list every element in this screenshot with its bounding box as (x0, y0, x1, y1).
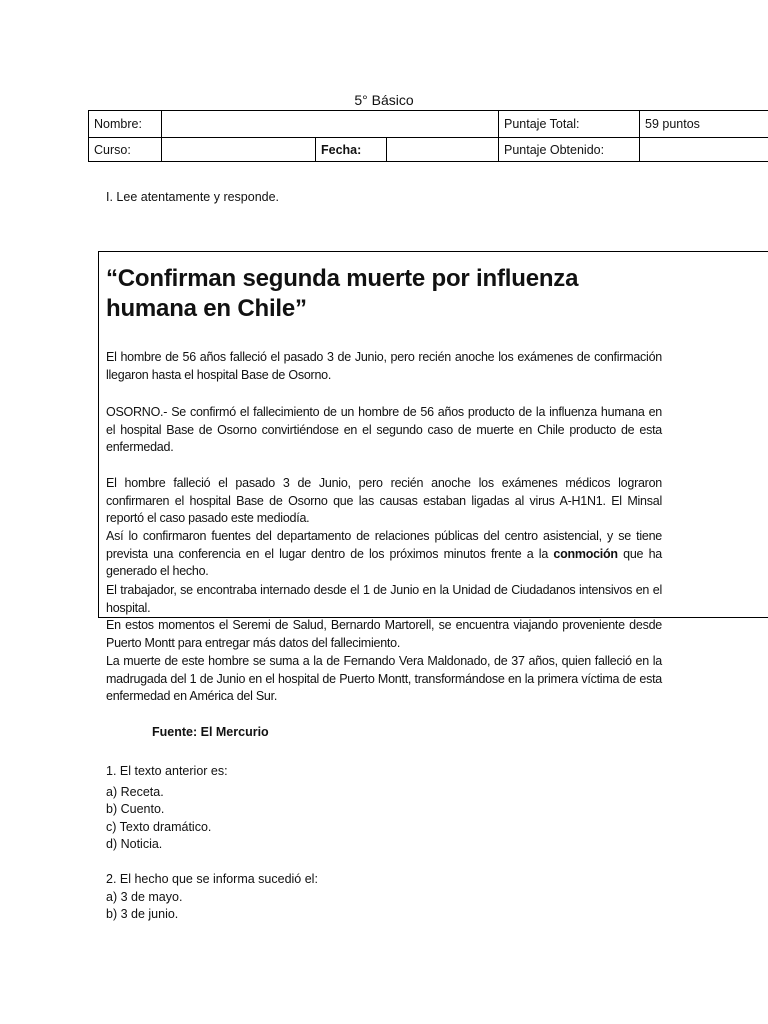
article-headline: “Confirman segunda muerte por influenza humana en Chile” (106, 265, 579, 322)
article-paragraph: El trabajador, se encontraba internado desde el 1 de Junio en la Unidad de Ciudadanos intensivos en el hospital. (106, 583, 662, 615)
question-1 (106, 763, 228, 854)
answer-option[interactable]: a) Receta. (106, 784, 164, 799)
fecha-label: Fecha: (316, 138, 387, 162)
answer-option[interactable]: b) Cuento. (106, 802, 165, 816)
puntaje-total-value: 59 puntos (640, 111, 768, 138)
article-paragraph: En estos momentos el Seremi de Salud, Bernardo Martorell, se encuentra viajando proveniente desde Puerto Montt para entregar más datos del fallecimiento. (106, 618, 662, 650)
fecha-field[interactable] (387, 138, 499, 162)
answer-option[interactable]: b) 3 de junio. (106, 907, 179, 921)
grade-level: 5° Básico (354, 92, 414, 108)
puntaje-obtenido-field[interactable] (640, 138, 768, 162)
puntaje-total-label: Puntaje Total: (499, 111, 640, 138)
article-paragraph: OSORNO.- Se confirmó el fallecimiento de un hombre de 56 años producto de la influenza humana en el hospital Base de Osorno convirtiéndose en el segundo caso de muerte en Chile producto de esta enfermedad. (106, 405, 662, 454)
article-paragraph (106, 528, 662, 581)
instruction-text: I. Lee atentamente y responde. (106, 190, 280, 204)
puntaje-obtenido-label: Puntaje Obtenido: (499, 138, 640, 162)
curso-field[interactable] (162, 138, 316, 162)
nombre-field[interactable] (162, 111, 499, 138)
question-2 (106, 871, 318, 924)
nombre-label: Nombre: (89, 111, 162, 138)
highlighted-word: conmoción (553, 546, 618, 561)
answer-option[interactable]: a) 3 de mayo. (106, 889, 183, 904)
answer-option[interactable]: d) Noticia. (106, 837, 163, 851)
paragraph-text: Así lo confirmaron fuentes del departamento de relaciones públicas del centro asistencial, y se tiene prevista una conferencia en el lugar dentro de los próximos minutos frente a la (106, 529, 662, 561)
article-paragraph: El hombre falleció el pasado 3 de Junio, pero recién anoche los exámenes médicos lograron confirmaren el hospital Base de Osorno que las causas estaban ligadas al virus A-H1N1. El Minsal reportó el caso pasado este mediodía. (106, 476, 662, 525)
student-info-table (88, 110, 768, 162)
article-paragraph: La muerte de este hombre se suma a la de Fernando Vera Maldonado, de 37 años, quien falleció en la madrugada del 1 de Junio en el hospital de Puerto Montt, transformándose en la primera víctima de esta enfermedad en América del Sur. (106, 654, 662, 703)
article-lead: El hombre de 56 años falleció el pasado 3 de Junio, pero recién anoche los exámenes de confirmación llegaron hasta el hospital Base de Osorno. (106, 350, 662, 382)
question-text: 2. El hecho que se informa sucedió el: (106, 872, 318, 886)
paragraph-text: que ha generado el hecho. (106, 546, 662, 578)
curso-label: Curso: (89, 138, 162, 162)
article-source: Fuente: El Mercurio (152, 725, 269, 739)
answer-option[interactable]: c) Texto dramático. (106, 819, 212, 834)
question-text: 1. El texto anterior es: (106, 764, 228, 778)
